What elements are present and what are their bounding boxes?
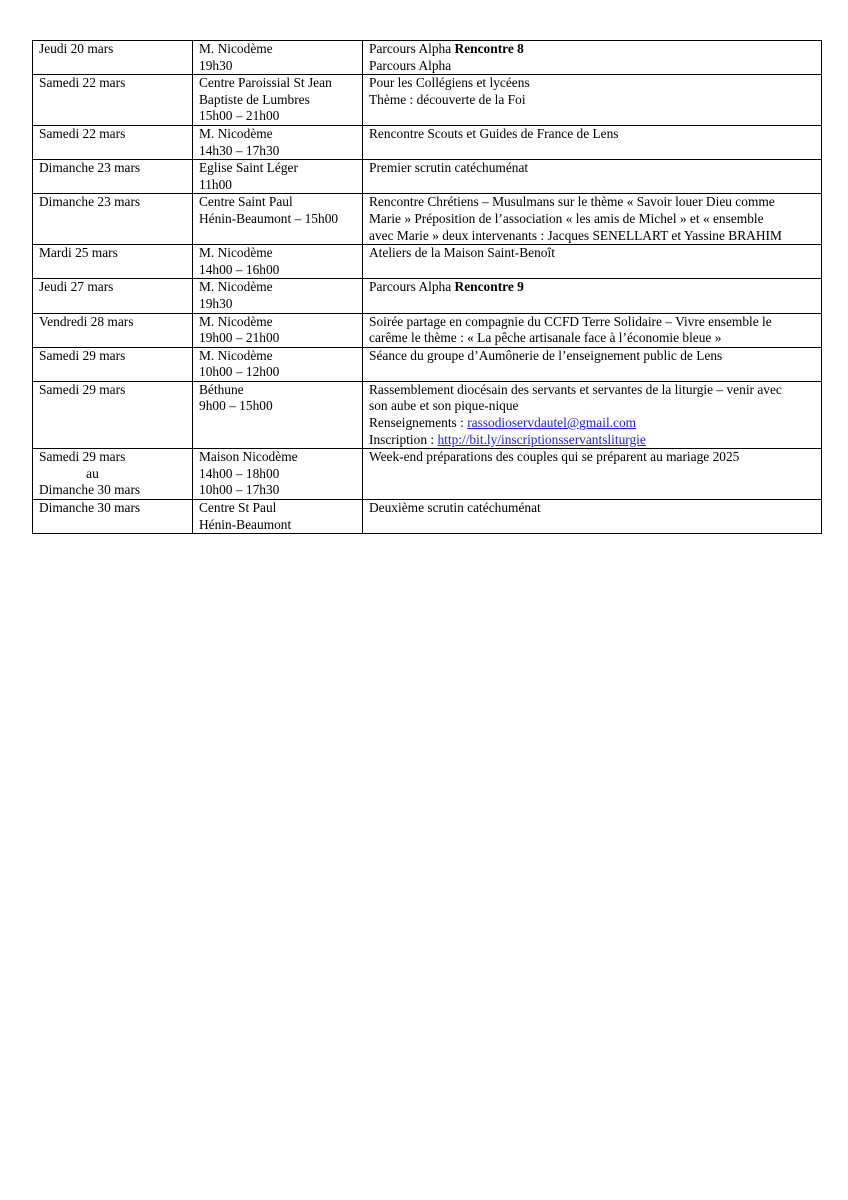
event-highlight: Rencontre 8 [454, 41, 524, 56]
place-time-text: Centre Paroissial St Jean [199, 75, 332, 91]
event-line [369, 432, 815, 449]
place-time-text: 15h00 – 21h00 [199, 108, 280, 124]
place-time-text: 19h30 [199, 57, 233, 73]
date-text: Samedi 29 mars [39, 449, 126, 465]
place-time-text: Maison Nicodème [199, 449, 298, 465]
date-cell [33, 347, 193, 381]
place-time-cell [193, 75, 363, 126]
event-line [369, 348, 815, 365]
event-line [369, 398, 815, 415]
place-time-text: 11h00 [199, 176, 232, 192]
event-cell [363, 279, 822, 313]
date-cell [33, 125, 193, 159]
place-time-text: 14h30 – 17h30 [199, 142, 280, 158]
event-cell [363, 347, 822, 381]
date-cell [33, 41, 193, 75]
event-cell [363, 75, 822, 126]
place-time-text: M. Nicodème [199, 347, 273, 363]
event-cell [363, 449, 822, 500]
place-time-text: M. Nicodème [199, 245, 273, 261]
date-text: Dimanche 30 mars [39, 500, 141, 516]
place-time-text: 14h00 – 18h00 [199, 465, 280, 481]
place-time-text: Béthune [199, 381, 244, 397]
place-time-text: Eglise Saint Léger [199, 160, 298, 176]
event-text: Soirée partage en compagnie du CCFD Terre Solidaire – Vivre ensemble le [369, 313, 772, 329]
event-line [369, 194, 815, 211]
event-text: Deuxième scrutin catéchuménat [369, 500, 541, 516]
event-line [369, 500, 815, 517]
date-cell [33, 381, 193, 448]
place-time-cell [193, 41, 363, 75]
place-time-text: Centre Saint Paul [199, 194, 293, 210]
date-text: Jeudi 27 mars [39, 279, 114, 295]
event-line [369, 330, 815, 347]
date-text: Samedi 29 mars [39, 347, 126, 363]
event-line [369, 41, 815, 58]
event-highlight: Rencontre 9 [454, 279, 524, 295]
place-time-text: M. Nicodème [199, 41, 273, 56]
event-text: Week-end préparations des couples qui se préparent au mariage 2025 [369, 449, 740, 465]
event-cell [363, 41, 822, 75]
date-cell [33, 75, 193, 126]
date-text: Samedi 22 mars [39, 125, 126, 141]
event-line [369, 382, 815, 399]
place-time-text: M. Nicodème [199, 279, 273, 295]
place-time-text: Centre St Paul [199, 500, 277, 516]
date-text: Mardi 25 mars [39, 245, 118, 261]
place-time-text: M. Nicodème [199, 313, 273, 329]
date-text: Samedi 29 mars [39, 381, 126, 397]
event-line [369, 228, 815, 245]
table-row [33, 449, 822, 500]
schedule-body [33, 41, 822, 534]
event-text: Thème : découverte de la Foi [369, 91, 526, 107]
table-row [33, 500, 822, 534]
event-line [369, 126, 815, 143]
place-time-text: 10h00 – 12h00 [199, 364, 280, 380]
event-text: Premier scrutin catéchuménat [369, 160, 529, 176]
event-text: carême le thème : « La pêche artisanale face à l’économie bleue » [369, 330, 722, 346]
event-cell [363, 381, 822, 448]
event-line [369, 314, 815, 331]
event-text: Parcours Alpha [369, 41, 455, 56]
place-time-cell [193, 347, 363, 381]
place-time-cell [193, 449, 363, 500]
date-cell [33, 245, 193, 279]
date-text: Dimanche 23 mars [39, 194, 141, 210]
event-cell [363, 125, 822, 159]
event-text: Renseignements : [369, 415, 468, 431]
date-cell [33, 313, 193, 347]
table-row [33, 160, 822, 194]
place-time-text: Baptiste de Lumbres [199, 91, 310, 107]
place-time-text: 10h00 – 17h30 [199, 482, 280, 498]
place-time-cell [193, 194, 363, 245]
event-line [369, 58, 815, 75]
event-cell [363, 500, 822, 534]
event-line [369, 92, 815, 109]
date-text: Vendredi 28 mars [39, 313, 134, 329]
table-row [33, 41, 822, 75]
place-time-text: 14h00 – 16h00 [199, 261, 280, 277]
place-time-cell [193, 313, 363, 347]
place-time-text: 9h00 – 15h00 [199, 398, 273, 414]
event-line [369, 279, 815, 296]
event-text: avec Marie » deux intervenants : Jacques SENELLART et Yassine BRAHIM [369, 227, 782, 243]
event-line [369, 245, 815, 262]
date-cell [33, 194, 193, 245]
event-text: Parcours Alpha [369, 57, 452, 73]
place-time-text: 19h30 [199, 295, 233, 311]
event-text: son aube et son pique-nique [369, 398, 519, 414]
event-cell [363, 160, 822, 194]
date-text: Dimanche 23 mars [39, 160, 141, 176]
schedule-table [32, 40, 822, 534]
place-time-cell [193, 160, 363, 194]
table-row [33, 381, 822, 448]
place-time-text: Hénin-Beaumont – 15h00 [199, 210, 339, 226]
place-time-text: M. Nicodème [199, 125, 273, 141]
event-link[interactable]: http://bit.ly/inscriptionsservantsliturgie [437, 431, 646, 447]
table-row [33, 245, 822, 279]
event-text: Rassemblement diocésain des servants et servantes de la liturgie – venir avec [369, 381, 782, 397]
table-row [33, 279, 822, 313]
place-time-cell [193, 381, 363, 448]
place-time-text: 19h00 – 21h00 [199, 330, 280, 346]
table-row [33, 347, 822, 381]
event-text: Rencontre Scouts et Guides de France de Lens [369, 125, 619, 141]
date-text: Jeudi 20 mars [39, 41, 114, 56]
event-text: Séance du groupe d’Aumônerie de l’enseignement public de Lens [369, 347, 723, 363]
table-row [33, 125, 822, 159]
date-text: au [86, 465, 99, 481]
event-cell [363, 313, 822, 347]
event-text: Ateliers de la Maison Saint-Benoît [369, 245, 555, 261]
event-text: Rencontre Chrétiens – Musulmans sur le thème « Savoir louer Dieu comme [369, 194, 775, 210]
event-line [369, 75, 815, 92]
event-text: Inscription : [369, 431, 438, 447]
event-text: Parcours Alpha [369, 279, 455, 295]
event-line [369, 415, 815, 432]
date-cell [33, 449, 193, 500]
event-line [369, 211, 815, 228]
event-line [369, 449, 815, 466]
date-cell [33, 500, 193, 534]
place-time-cell [193, 279, 363, 313]
place-time-cell [193, 500, 363, 534]
table-row [33, 313, 822, 347]
event-line [369, 160, 815, 177]
event-text: Pour les Collégiens et lycéens [369, 75, 530, 91]
table-row [33, 75, 822, 126]
place-time-cell [193, 125, 363, 159]
place-time-cell [193, 245, 363, 279]
event-cell [363, 245, 822, 279]
event-cell [363, 194, 822, 245]
place-time-text: Hénin-Beaumont [199, 516, 292, 532]
event-link[interactable]: rassodioservdautel@gmail.com [467, 415, 637, 431]
date-cell [33, 160, 193, 194]
date-text: Samedi 22 mars [39, 75, 126, 91]
table-row [33, 194, 822, 245]
event-text: Marie » Préposition de l’association « les amis de Michel » et « ensemble [369, 210, 764, 226]
date-text: Dimanche 30 mars [39, 482, 141, 498]
date-cell [33, 279, 193, 313]
